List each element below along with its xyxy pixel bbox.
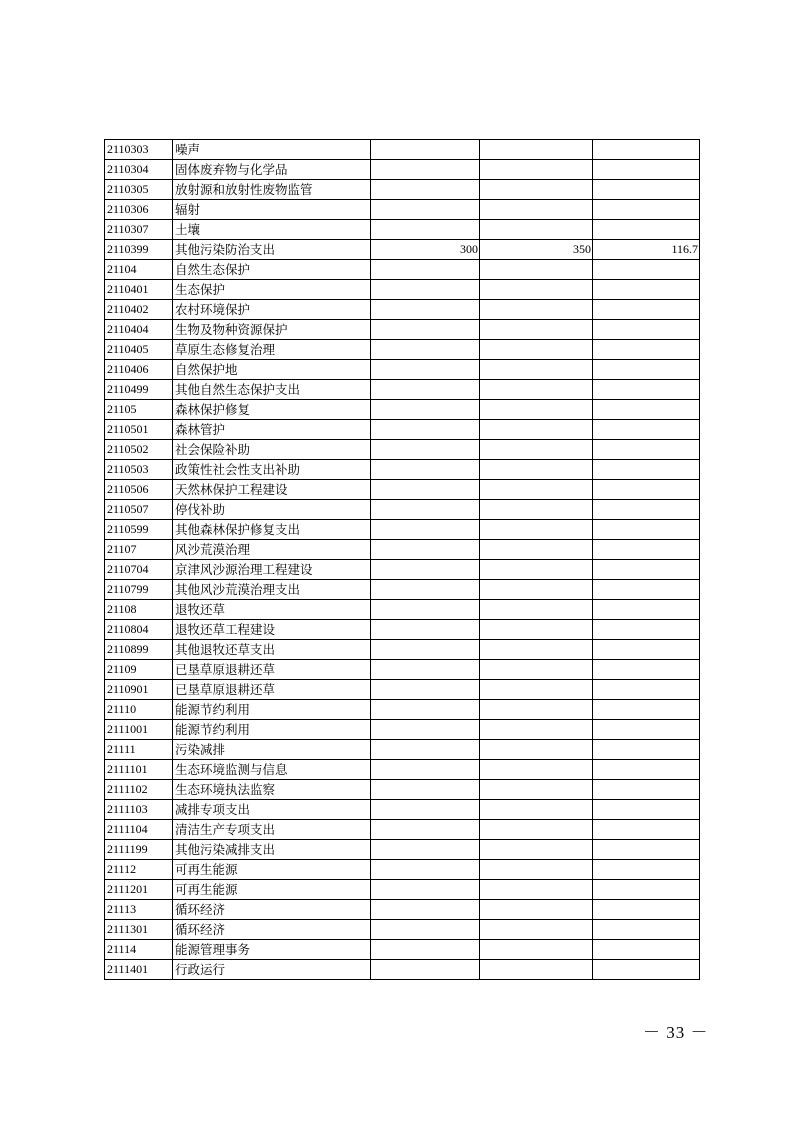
subject-name-cell: 草原生态修复治理	[173, 340, 371, 360]
value-cell-2	[480, 300, 593, 320]
subject-name-cell: 能源节约利用	[173, 700, 371, 720]
subject-code-cell: 2110404	[105, 320, 173, 340]
value-cell-3	[593, 820, 700, 840]
table-row	[105, 320, 700, 340]
subject-code-cell: 2110401	[105, 280, 173, 300]
subject-name-cell: 生态环境执法监察	[173, 780, 371, 800]
value-cell-2	[480, 380, 593, 400]
value-cell-3	[593, 600, 700, 620]
value-cell-2	[480, 680, 593, 700]
subject-code-cell: 21109	[105, 660, 173, 680]
table-row	[105, 580, 700, 600]
subject-name-cell: 噪声	[173, 140, 371, 160]
subject-code-cell: 2111103	[105, 800, 173, 820]
table-row	[105, 460, 700, 480]
table-row	[105, 240, 700, 260]
value-cell-2	[480, 800, 593, 820]
table-row	[105, 800, 700, 820]
subject-code-cell: 2110501	[105, 420, 173, 440]
table-row	[105, 520, 700, 540]
subject-name-cell: 森林保护修复	[173, 400, 371, 420]
value-cell-2	[480, 340, 593, 360]
subject-name-cell: 其他污染防治支出	[173, 240, 371, 260]
value-cell-1	[371, 200, 480, 220]
value-cell-3	[593, 440, 700, 460]
table-row	[105, 440, 700, 460]
value-cell-1	[371, 180, 480, 200]
value-cell-2	[480, 600, 593, 620]
subject-name-cell: 自然生态保护	[173, 260, 371, 280]
value-cell-1	[371, 140, 480, 160]
value-cell-2	[480, 460, 593, 480]
value-cell-1	[371, 420, 480, 440]
table-row	[105, 960, 700, 980]
table-row	[105, 400, 700, 420]
value-cell-3	[593, 680, 700, 700]
subject-code-cell: 21111	[105, 740, 173, 760]
table-row	[105, 540, 700, 560]
subject-name-cell: 能源管理事务	[173, 940, 371, 960]
subject-name-cell: 森林管护	[173, 420, 371, 440]
subject-name-cell: 其他风沙荒漠治理支出	[173, 580, 371, 600]
value-cell-1	[371, 460, 480, 480]
value-cell-2	[480, 260, 593, 280]
value-cell-1	[371, 740, 480, 760]
subject-name-cell: 固体废弃物与化学品	[173, 160, 371, 180]
subject-code-cell: 2110506	[105, 480, 173, 500]
subject-code-cell: 2110399	[105, 240, 173, 260]
value-cell-1	[371, 900, 480, 920]
table-row	[105, 880, 700, 900]
value-cell-2	[480, 960, 593, 980]
table-row	[105, 860, 700, 880]
subject-name-cell: 生物及物种资源保护	[173, 320, 371, 340]
subject-name-cell: 清洁生产专项支出	[173, 820, 371, 840]
value-cell-2	[480, 700, 593, 720]
subject-name-cell: 政策性社会性支出补助	[173, 460, 371, 480]
value-cell-3	[593, 220, 700, 240]
table-row	[105, 760, 700, 780]
value-cell-2	[480, 160, 593, 180]
value-cell-1	[371, 320, 480, 340]
value-cell-3	[593, 940, 700, 960]
subject-code-cell: 2111201	[105, 880, 173, 900]
subject-code-cell: 2110307	[105, 220, 173, 240]
value-cell-2	[480, 840, 593, 860]
value-cell-3	[593, 400, 700, 420]
subject-name-cell: 可再生能源	[173, 860, 371, 880]
subject-name-cell: 其他自然生态保护支出	[173, 380, 371, 400]
subject-name-cell: 已垦草原退耕还草	[173, 660, 371, 680]
value-cell-3	[593, 760, 700, 780]
subject-code-cell: 2110599	[105, 520, 173, 540]
table-row	[105, 620, 700, 640]
value-cell-2	[480, 580, 593, 600]
subject-name-cell: 天然林保护工程建设	[173, 480, 371, 500]
subject-name-cell: 退牧还草工程建设	[173, 620, 371, 640]
budget-table-body	[105, 140, 700, 980]
page-number: － 33 －	[643, 1023, 709, 1042]
subject-code-cell: 2110306	[105, 200, 173, 220]
subject-name-cell: 生态环境监测与信息	[173, 760, 371, 780]
table-row	[105, 340, 700, 360]
value-cell-3	[593, 560, 700, 580]
value-cell-3	[593, 700, 700, 720]
value-cell-3	[593, 540, 700, 560]
value-cell-2	[480, 540, 593, 560]
value-cell-1	[371, 280, 480, 300]
subject-code-cell: 2111199	[105, 840, 173, 860]
subject-name-cell: 退牧还草	[173, 600, 371, 620]
value-cell-3	[593, 420, 700, 440]
value-cell-2	[480, 640, 593, 660]
value-cell-1	[371, 300, 480, 320]
value-cell-2	[480, 820, 593, 840]
value-cell-1	[371, 860, 480, 880]
value-cell-1	[371, 720, 480, 740]
value-cell-1	[371, 940, 480, 960]
value-cell-2	[480, 620, 593, 640]
value-cell-2	[480, 320, 593, 340]
subject-code-cell: 21113	[105, 900, 173, 920]
value-cell-1	[371, 680, 480, 700]
value-cell-1	[371, 660, 480, 680]
value-cell-1	[371, 700, 480, 720]
value-cell-1	[371, 880, 480, 900]
table-row	[105, 420, 700, 440]
value-cell-2	[480, 780, 593, 800]
subject-name-cell: 其他退牧还草支出	[173, 640, 371, 660]
subject-code-cell: 21105	[105, 400, 173, 420]
subject-code-cell: 2110499	[105, 380, 173, 400]
value-cell-1	[371, 260, 480, 280]
value-cell-1	[371, 640, 480, 660]
value-cell-1	[371, 820, 480, 840]
value-cell-1	[371, 360, 480, 380]
value-cell-2	[480, 180, 593, 200]
table-row	[105, 600, 700, 620]
value-cell-3	[593, 860, 700, 880]
table-row	[105, 480, 700, 500]
value-cell-3	[593, 660, 700, 680]
subject-code-cell: 2110901	[105, 680, 173, 700]
subject-code-cell: 2110305	[105, 180, 173, 200]
table-row	[105, 180, 700, 200]
subject-name-cell: 行政运行	[173, 960, 371, 980]
value-cell-2	[480, 420, 593, 440]
subject-code-cell: 2110804	[105, 620, 173, 640]
value-cell-1	[371, 560, 480, 580]
value-cell-2	[480, 760, 593, 780]
subject-code-cell: 2110405	[105, 340, 173, 360]
value-cell-2: 350	[480, 240, 593, 260]
subject-code-cell: 21114	[105, 940, 173, 960]
value-cell-2	[480, 500, 593, 520]
value-cell-3	[593, 880, 700, 900]
subject-code-cell: 21107	[105, 540, 173, 560]
value-cell-2	[480, 920, 593, 940]
subject-code-cell: 2110502	[105, 440, 173, 460]
value-cell-3	[593, 280, 700, 300]
subject-name-cell: 生态保护	[173, 280, 371, 300]
table-row	[105, 700, 700, 720]
subject-code-cell: 21112	[105, 860, 173, 880]
value-cell-3	[593, 380, 700, 400]
table-row	[105, 300, 700, 320]
table-row	[105, 140, 700, 160]
value-cell-1	[371, 380, 480, 400]
subject-code-cell: 2111001	[105, 720, 173, 740]
table-row	[105, 380, 700, 400]
value-cell-3	[593, 500, 700, 520]
value-cell-1	[371, 780, 480, 800]
value-cell-1	[371, 800, 480, 820]
table-row	[105, 680, 700, 700]
subject-name-cell: 可再生能源	[173, 880, 371, 900]
value-cell-3	[593, 460, 700, 480]
value-cell-1	[371, 920, 480, 940]
value-cell-2	[480, 560, 593, 580]
subject-code-cell: 2110503	[105, 460, 173, 480]
table-row	[105, 820, 700, 840]
value-cell-2	[480, 440, 593, 460]
subject-name-cell: 京津风沙源治理工程建设	[173, 560, 371, 580]
value-cell-1	[371, 440, 480, 460]
subject-code-cell: 2110799	[105, 580, 173, 600]
value-cell-1	[371, 160, 480, 180]
table-row	[105, 640, 700, 660]
value-cell-1	[371, 500, 480, 520]
subject-code-cell: 2111104	[105, 820, 173, 840]
value-cell-3	[593, 300, 700, 320]
value-cell-2	[480, 740, 593, 760]
subject-code-cell: 21108	[105, 600, 173, 620]
value-cell-3	[593, 580, 700, 600]
subject-name-cell: 污染减排	[173, 740, 371, 760]
value-cell-3	[593, 520, 700, 540]
budget-table	[104, 139, 700, 980]
value-cell-2	[480, 860, 593, 880]
value-cell-2	[480, 660, 593, 680]
subject-code-cell: 2110899	[105, 640, 173, 660]
subject-code-cell: 2111301	[105, 920, 173, 940]
value-cell-1	[371, 520, 480, 540]
subject-code-cell: 2110402	[105, 300, 173, 320]
value-cell-3	[593, 320, 700, 340]
subject-code-cell: 2111102	[105, 780, 173, 800]
value-cell-2	[480, 720, 593, 740]
table-row	[105, 220, 700, 240]
value-cell-2	[480, 280, 593, 300]
value-cell-3	[593, 140, 700, 160]
value-cell-2	[480, 220, 593, 240]
value-cell-1	[371, 540, 480, 560]
subject-name-cell: 自然保护地	[173, 360, 371, 380]
table-row	[105, 280, 700, 300]
subject-name-cell: 循环经济	[173, 900, 371, 920]
subject-name-cell: 循环经济	[173, 920, 371, 940]
table-row	[105, 360, 700, 380]
subject-name-cell: 土壤	[173, 220, 371, 240]
value-cell-3	[593, 620, 700, 640]
table-row	[105, 720, 700, 740]
value-cell-1	[371, 840, 480, 860]
value-cell-3	[593, 920, 700, 940]
subject-code-cell: 2110507	[105, 500, 173, 520]
value-cell-1	[371, 340, 480, 360]
subject-code-cell: 2110704	[105, 560, 173, 580]
subject-code-cell: 2110304	[105, 160, 173, 180]
value-cell-2	[480, 480, 593, 500]
table-row	[105, 660, 700, 680]
subject-name-cell: 社会保险补助	[173, 440, 371, 460]
value-cell-2	[480, 140, 593, 160]
subject-code-cell: 2110406	[105, 360, 173, 380]
value-cell-3	[593, 740, 700, 760]
value-cell-1	[371, 220, 480, 240]
value-cell-3	[593, 640, 700, 660]
value-cell-2	[480, 520, 593, 540]
subject-name-cell: 已垦草原退耕还草	[173, 680, 371, 700]
subject-name-cell: 辐射	[173, 200, 371, 220]
subject-name-cell: 放射源和放射性废物监管	[173, 180, 371, 200]
table-row	[105, 200, 700, 220]
subject-name-cell: 其他森林保护修复支出	[173, 520, 371, 540]
subject-name-cell: 农村环境保护	[173, 300, 371, 320]
subject-code-cell: 21110	[105, 700, 173, 720]
value-cell-3	[593, 960, 700, 980]
value-cell-1	[371, 580, 480, 600]
value-cell-2	[480, 900, 593, 920]
table-row	[105, 500, 700, 520]
value-cell-1	[371, 960, 480, 980]
value-cell-3	[593, 200, 700, 220]
value-cell-2	[480, 360, 593, 380]
value-cell-3	[593, 780, 700, 800]
table-row	[105, 780, 700, 800]
table-row	[105, 160, 700, 180]
value-cell-2	[480, 400, 593, 420]
subject-name-cell: 停伐补助	[173, 500, 371, 520]
value-cell-3	[593, 260, 700, 280]
subject-code-cell: 2111101	[105, 760, 173, 780]
value-cell-1	[371, 600, 480, 620]
value-cell-3	[593, 840, 700, 860]
table-row	[105, 840, 700, 860]
value-cell-3	[593, 180, 700, 200]
value-cell-1	[371, 760, 480, 780]
value-cell-2	[480, 940, 593, 960]
value-cell-3	[593, 360, 700, 380]
table-row	[105, 560, 700, 580]
value-cell-3	[593, 720, 700, 740]
value-cell-1: 300	[371, 240, 480, 260]
value-cell-3	[593, 160, 700, 180]
subject-name-cell: 风沙荒漠治理	[173, 540, 371, 560]
subject-name-cell: 能源节约利用	[173, 720, 371, 740]
value-cell-3	[593, 800, 700, 820]
value-cell-3	[593, 900, 700, 920]
subject-name-cell: 其他污染减排支出	[173, 840, 371, 860]
value-cell-1	[371, 480, 480, 500]
table-row	[105, 900, 700, 920]
table-row	[105, 920, 700, 940]
subject-code-cell: 21104	[105, 260, 173, 280]
value-cell-3	[593, 340, 700, 360]
value-cell-3	[593, 480, 700, 500]
value-cell-3: 116.7	[593, 240, 700, 260]
table-row	[105, 940, 700, 960]
value-cell-2	[480, 880, 593, 900]
subject-name-cell: 减排专项支出	[173, 800, 371, 820]
subject-code-cell: 2111401	[105, 960, 173, 980]
table-row	[105, 740, 700, 760]
value-cell-1	[371, 620, 480, 640]
value-cell-1	[371, 400, 480, 420]
table-row	[105, 260, 700, 280]
subject-code-cell: 2110303	[105, 140, 173, 160]
value-cell-2	[480, 200, 593, 220]
